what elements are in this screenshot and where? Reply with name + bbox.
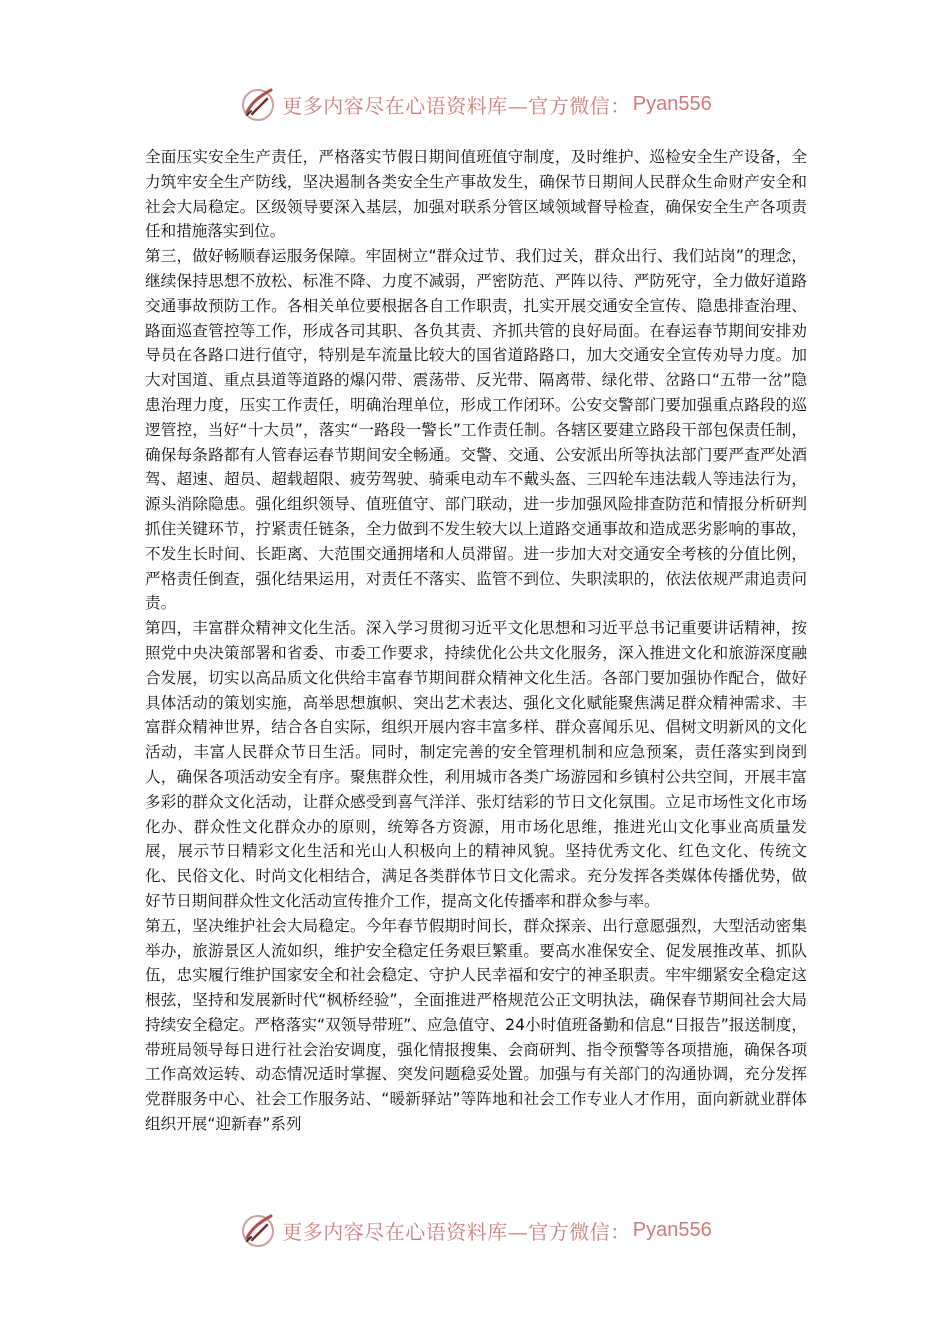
header-watermark-banner xyxy=(0,82,950,126)
header-banner-id: Pyan556 xyxy=(632,92,712,115)
footer-watermark-banner xyxy=(0,1208,950,1252)
paragraph-4: 第五，坚决维护社会大局稳定。今年春节假期时间长，群众探亲、出行意愿强烈，大型活动密集举办，旅游景区人流如织，维护安全稳定任务艰巨繁重。要高水准保安全、促发展推改革、抓队伍，忠实履行维护国家安全和社会稳定、守护人民幸福和安宁的神圣职责。牢牢绷紧安全稳定这根弦，坚持和发展新时代“枫桥经验”，全面推进严格规范公正文明执法，确保春节期间社会大局持续安全稳定。严格落实“双领导带班”、应急值守、24小时值班备勤和信息“日报告”报送制度，带班局领导每日进行社会治安调度，强化情报搜集、会商研判、指令预警等各项措施，确保各项工作高效运转、动态情况适时掌握、突发问题稳妥处置。加强与有关部门的沟通协调，充分发挥党群服务中心、社会工作服务站、“暖新驿站”等阵地和社会工作专业人才作用，面向新就业群体组织开展“迎新春”系列 xyxy=(145,916,807,1134)
header-banner-text: 更多内容尽在心语资料库—官方微信： xyxy=(282,93,631,118)
paragraph-3: 第四，丰富群众精神文化生活。深入学习贯彻习近平文化思想和习近平总书记重要讲话精神，按照党中央决策部署和省委、市委工作要求，持续优化公共文化服务，深入推进文化和旅游深度融合发展，切实以高品质文化供给丰富春节期间群众精神文化生活。各部门要加强协作配合，做好具体活动的策划实施，高举思想旗帜、突出艺术表达、强化文化赋能聚焦满足群众精神需求、丰富群众精神世界，结合各自实际，组织开展内容丰富多样、群众喜闻乐见、倡树文明新风的文化活动，丰富人民群众节日生活。同时，制定完善的安全管理机制和应急预案，责任落实到岗到人，确保各项活动安全有序。聚焦群众性，利用城市各类广场游园和乡镇村公共空间，开展丰富多彩的群众文化活动，让群众感受到喜气洋洋、张灯结彩的节日文化氛围。立足市场性文化市场化办、群众性文化群众办的原则，统筹各方资源，用市场化思维，推进光山文化事业高质量发展，展示节日精彩文化生活和光山人积极向上的精神风貌。坚持优秀文化、红色文化、传统文化、民俗文化、时尚文化相结合，满足各类群体节日文化需求。充分发挥各类媒体传播优势，做好节日期间群众性文化活动宣传推介工作，提高文化传播率和群众参与率。 xyxy=(145,619,807,910)
pen-logo-icon xyxy=(238,1210,278,1250)
paragraph-2: 第三，做好畅顺春运服务保障。牢固树立“群众过节、我们过关，群众出行、我们站岗”的理念，继续保持思想不放松、标准不降、力度不减弱，严密防范、严阵以待、严防死守，全力做好道路交通事故预防工作。各相关单位要根据各自工作职责，扎实开展交通安全宣传、隐患排查治理、路面巡查管控等工作，形成各司其职、各负其责、齐抓共管的良好局面。在春运春节期间安排劝导员在各路口进行值守，特别是车流量比较大的国省道路路口，加大交通安全宣传劝导力度。加大对国道、重点县道等道路的爆闪带、震荡带、反光带、隔离带、绿化带、岔路口“五带一岔”隐患治理力度，压实工作责任，明确治理单位，形成工作闭环。公安交警部门要加强重点路段的巡逻管控，当好“十大员”，落实“一路段一警长”工作责任制。各辖区要建立路段干部包保责任制，确保每条路都有人管春运春节期间安全畅通。交警、交通、公安派出所等执法部门要严查严处酒驾、超速、超员、超载超限、疲劳驾驶、骑乘电动车不戴头盔、三四轮车违法载人等违法行为，源头消除隐患。强化组织领导、值班值守、部门联动，进一步加强风险排查防范和情报分析研判抓住关键环节，拧紧责任链条，全力做到不发生较大以上道路交通事故和造成恶劣影响的事故，不发生长时间、长距离、大范围交通拥堵和人员滞留。进一步加大对交通安全考核的分值比例，严格责任倒查，强化结果运用，对责任不落实、监管不到位、失职渎职的，依法依规严肃追责问责。 xyxy=(145,247,807,613)
footer-banner-text: 更多内容尽在心语资料库—官方微信： xyxy=(282,1219,631,1244)
document-body xyxy=(145,145,807,1137)
pen-logo-icon xyxy=(238,84,278,124)
paragraph-1: 全面压实安全生产责任，严格落实节假日期间值班值守制度，及时维护、巡检安全生产设备，全力筑牢安全生产防线，坚决遏制各类安全生产事故发生，确保节日期间人民群众生命财产安全和社会大局稳定。区级领导要深入基层，加强对联系分管区域领域督导检查，确保安全生产各项责任和措施落实到位。 xyxy=(145,148,807,241)
footer-banner-id: Pyan556 xyxy=(632,1218,712,1241)
